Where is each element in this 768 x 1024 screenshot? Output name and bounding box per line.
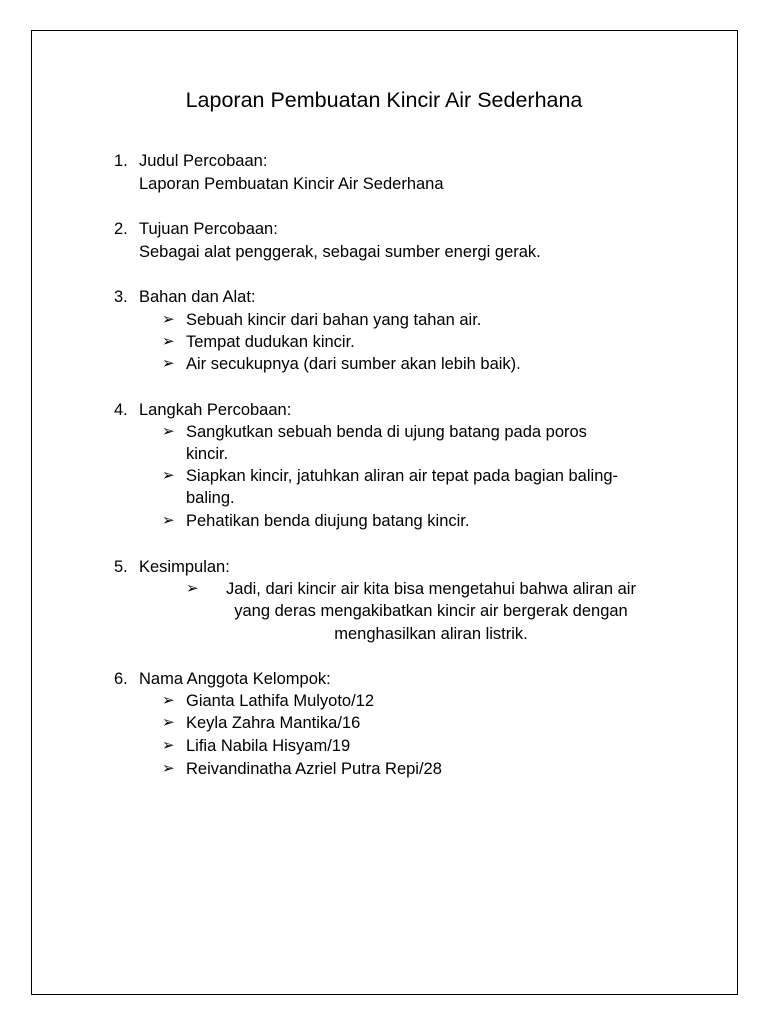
list-item: Sangkutkan sebuah benda di ujung batang pada poros [186, 423, 587, 441]
conclusion-line: menghasilkan aliran listrik. [334, 625, 528, 643]
section-number: 3. [114, 288, 128, 306]
section-heading-tujuan: Tujuan Percobaan: [139, 220, 278, 238]
list-item: Tempat dudukan kincir. [186, 333, 355, 351]
section-heading-bahan: Bahan dan Alat: [139, 288, 256, 306]
section-number: 4. [114, 401, 128, 419]
arrow-bullet-icon: ➢ [162, 512, 175, 529]
section-heading-langkah: Langkah Percobaan: [139, 401, 292, 419]
section-heading-judul: Judul Percobaan: [139, 152, 268, 170]
conclusion-line: yang deras mengakibatkan kincir air bergerak dengan [234, 602, 628, 620]
arrow-bullet-icon: ➢ [162, 467, 175, 484]
section-number: 5. [114, 558, 128, 576]
arrow-bullet-icon: ➢ [186, 580, 199, 597]
list-item-continuation: kincir. [186, 445, 229, 463]
section-number: 6. [114, 670, 128, 688]
arrow-bullet-icon: ➢ [162, 737, 175, 754]
conclusion-line: Jadi, dari kincir air kita bisa mengetahui bahwa aliran air [226, 580, 636, 598]
document-title: Laporan Pembuatan Kincir Air Sederhana [185, 88, 583, 112]
arrow-bullet-icon: ➢ [162, 692, 175, 709]
arrow-bullet-icon: ➢ [162, 355, 175, 372]
section-text: Sebagai alat penggerak, sebagai sumber energi gerak. [139, 243, 541, 261]
list-item-continuation: baling. [186, 489, 235, 507]
member-name: Keyla Zahra Mantika/16 [186, 714, 361, 732]
member-name: Lifia Nabila Hisyam/19 [186, 737, 351, 755]
section-heading-anggota: Nama Anggota Kelompok: [139, 670, 331, 688]
member-name: Gianta Lathifa Mulyoto/12 [186, 692, 375, 710]
arrow-bullet-icon: ➢ [162, 714, 175, 731]
list-item: Siapkan kincir, jatuhkan aliran air tepat pada bagian baling- [186, 467, 619, 485]
arrow-bullet-icon: ➢ [162, 760, 175, 777]
section-text: Laporan Pembuatan Kincir Air Sederhana [139, 175, 444, 193]
list-item: Air secukupnya (dari sumber akan lebih baik). [186, 355, 521, 373]
arrow-bullet-icon: ➢ [162, 423, 175, 440]
section-heading-kesimpulan: Kesimpulan: [139, 558, 230, 576]
arrow-bullet-icon: ➢ [162, 333, 175, 350]
section-number: 1. [114, 152, 128, 170]
list-item: Sebuah kincir dari bahan yang tahan air. [186, 311, 482, 329]
list-item: Pehatikan benda diujung batang kincir. [186, 512, 470, 530]
section-number: 2. [114, 220, 128, 238]
arrow-bullet-icon: ➢ [162, 311, 175, 328]
member-name: Reivandinatha Azriel Putra Repi/28 [186, 760, 442, 778]
